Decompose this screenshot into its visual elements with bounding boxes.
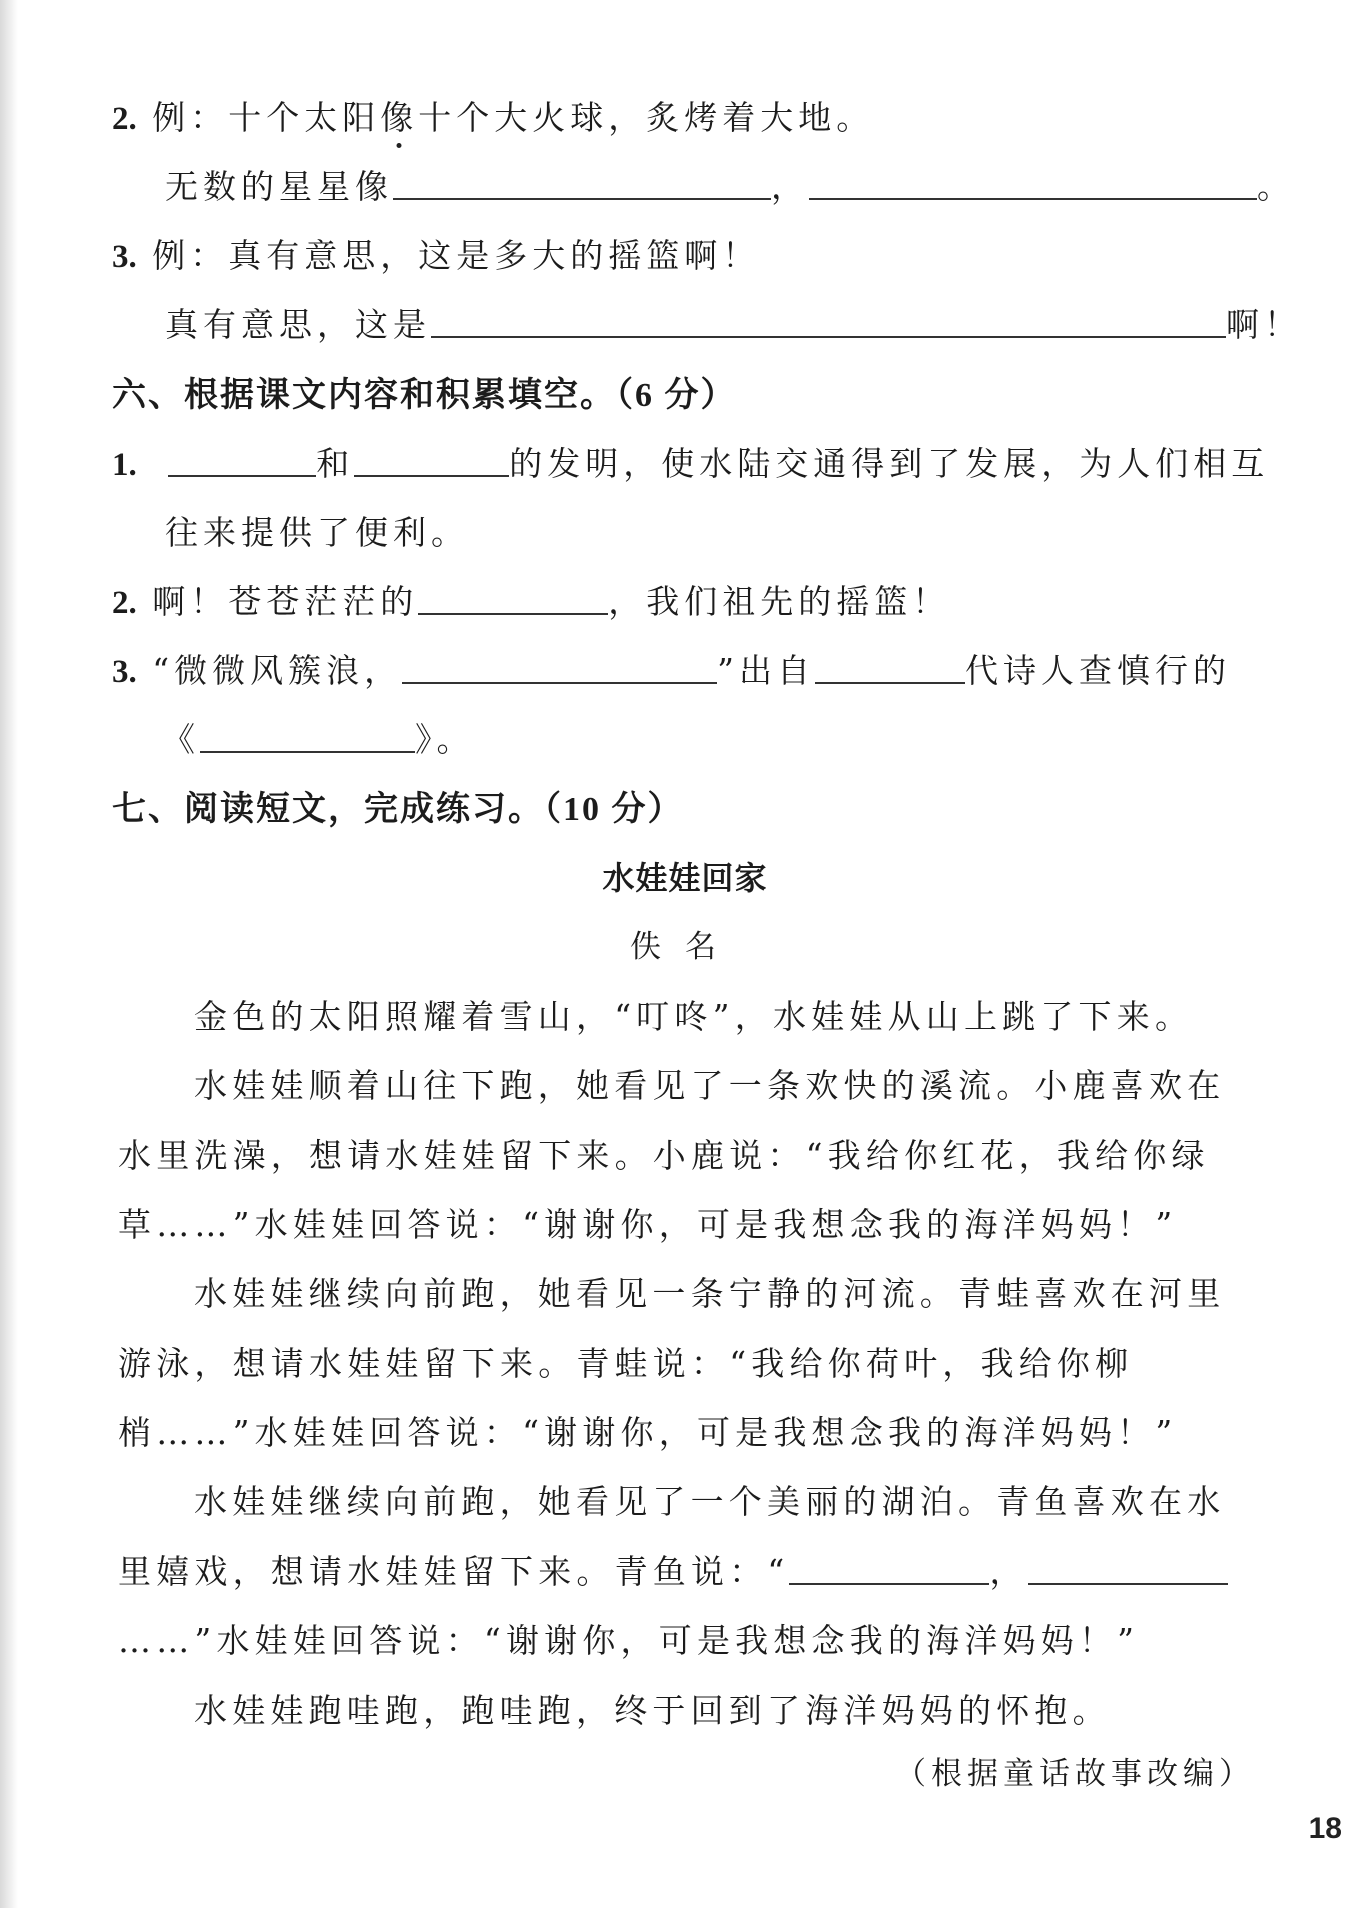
s6-item3-post: 代诗人查慎行的 (965, 651, 1231, 690)
s6-item3-line1 (112, 649, 1231, 694)
story-source: （根据童话故事改编） (895, 1756, 1255, 1792)
q2-fill-pre: 无数的星星像 (165, 167, 393, 206)
s6-item3-line2 (162, 718, 475, 762)
story-blank-2[interactable] (1028, 1553, 1228, 1585)
q2-example (112, 96, 874, 141)
s6-item1-mid: 和 (316, 444, 355, 483)
q2-example-pre: 例：十个太阳 (152, 98, 381, 137)
q3-fill-line (165, 303, 1302, 347)
q3-fill-pre: 真有意思，这是 (165, 305, 431, 344)
story-paragraph-2: 水娃娃顺着山往下跑，她看见了一条欢快的溪流。小鹿喜欢在水里洗澡，想请水娃娃留下来。小鹿说：“我给你红花，我给你绿草……”水娃娃回答说：“谢谢你，可是我想念我的海洋妈妈！” (118, 1066, 1226, 1244)
q2-blank-1[interactable] (393, 168, 771, 200)
story-paragraph-5: 水娃娃跑哇跑，跑哇跑，终于回到了海洋妈妈的怀抱。 (194, 1691, 1111, 1730)
s6-item2-pre: 啊！苍苍茫茫的 (152, 582, 419, 621)
section6-title: 六、根据课文内容和积累填空。 (112, 375, 616, 415)
s6-item1-line2 (165, 511, 469, 555)
q3-example (112, 234, 760, 279)
section7-heading (112, 787, 684, 832)
story-paragraph-3: 水娃娃继续向前跑，她看见一条宁静的河流。青蛙喜欢在河里游泳，想请水娃娃留下来。青蛙说：“我给你荷叶，我给你柳梢……”水娃娃回答说：“谢谢你，可是我想念我的海洋妈妈！” (118, 1274, 1226, 1452)
q3-example-text: 例：真有意思，这是多大的摇篮啊！ (152, 236, 761, 275)
q2-fill-mid: ， (771, 167, 809, 206)
s6-item2-post: ，我们祖先的摇篮！ (608, 582, 951, 621)
s6-item2 (112, 580, 950, 625)
s6-item1-blank-2[interactable] (354, 445, 509, 477)
story-p4-pre: 水娃娃继续向前跑，她看见了一个美丽的湖泊。青鱼喜欢在水里嬉戏，想请水娃娃留下来。青鱼说：“ (118, 1482, 1226, 1591)
q2-fill-end: 。 (1257, 167, 1295, 206)
story-paragraph-4 (118, 1467, 1253, 1676)
story-author: 佚名 (630, 929, 740, 965)
s6-item2-blank[interactable] (418, 583, 608, 615)
story-paragraph-1: 金色的太阳照耀着雪山，“叮咚”，水娃娃从山上跳了下来。 (194, 997, 1194, 1036)
s6-item1-blank-1[interactable] (168, 445, 316, 477)
s6-item3-pre: “微微风簇浪， (152, 651, 403, 690)
s6-item3-number: 3. (112, 654, 137, 690)
s6-item3-lclose: 》。 (415, 720, 475, 759)
story-blank-1[interactable] (789, 1553, 989, 1585)
story-p4-mid: ， (989, 1551, 1028, 1591)
section6-heading (112, 373, 737, 418)
section7-title: 七、阅读短文，完成练习。 (112, 789, 544, 829)
s6-item1-post: 的发明，使水陆交通得到了发展，为人们相互 (509, 444, 1270, 483)
q2-fill-line (165, 165, 1295, 209)
s6-item3-blank-1[interactable] (402, 652, 717, 684)
s6-item3-lopen: 《 (162, 720, 200, 759)
section6-points: （6 分） (616, 377, 737, 414)
q3-blank[interactable] (431, 306, 1226, 338)
s6-item1-line1 (112, 442, 1269, 487)
s6-item3-mid: ”出自 (717, 651, 815, 690)
q2-example-emphasis: 像 (380, 96, 418, 140)
q2-example-post: 十个大火球，炙烤着大地。 (418, 98, 875, 137)
page-number: 18 (1308, 1812, 1342, 1845)
q3-number: 3. (112, 239, 137, 275)
story-title: 水娃娃回家 (602, 859, 768, 897)
s6-item2-number: 2. (112, 585, 137, 621)
s6-item3-blank-3[interactable] (200, 721, 415, 753)
story-p4-post: ……”水娃娃回答说：“谢谢你，可是我想念我的海洋妈妈！” (118, 1621, 1140, 1660)
q3-fill-end: 啊！ (1226, 305, 1302, 344)
s6-item3-blank-2[interactable] (815, 652, 965, 684)
s6-item1-line2-text: 往来提供了便利。 (165, 513, 469, 552)
q2-number: 2. (112, 101, 137, 137)
s6-item1-number: 1. (112, 447, 137, 483)
section7-points: （10 分） (544, 791, 684, 828)
q2-blank-2[interactable] (809, 168, 1257, 200)
